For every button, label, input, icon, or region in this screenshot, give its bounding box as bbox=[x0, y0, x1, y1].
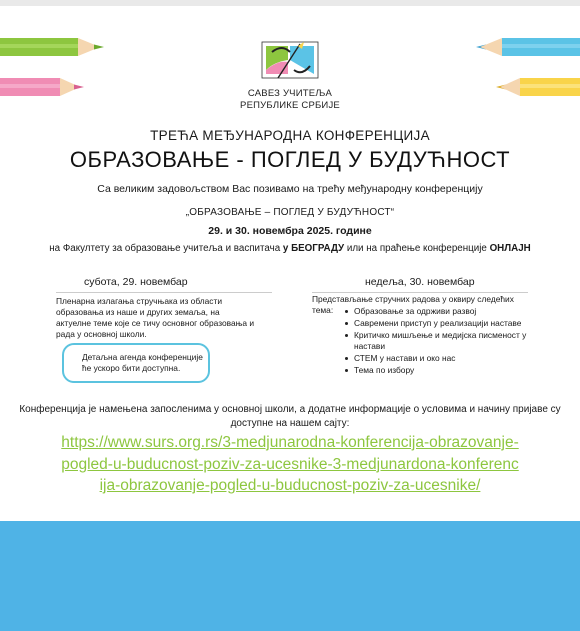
conference-subtitle: ТРЕЋА МЕЂУНАРОДНА КОНФЕРЕНЦИЈА bbox=[150, 128, 430, 143]
sunday-divider bbox=[312, 292, 528, 293]
list-item: Савремени приступ у реализацији наставе bbox=[345, 318, 545, 329]
venue-prefix: на Факултету за образовање учитеља и васпитача bbox=[49, 243, 283, 254]
footer-note: Конференција је намењена запосленима у основној школи, а додатне информације о условима и начину пријаве су доступне на нашем сајту: bbox=[19, 404, 561, 429]
venue-middle: или на праћење конференције bbox=[344, 243, 490, 254]
venue-city: у БЕОГРАДУ bbox=[282, 243, 345, 254]
blue-pencil-icon bbox=[468, 36, 580, 58]
list-item: Образовање за одрживи развој bbox=[345, 306, 545, 317]
list-item: Критичко мишљење и медијска писменост у настави bbox=[345, 330, 545, 352]
topic-list bbox=[345, 306, 545, 377]
conference-quoted-title: „ОБРАЗОВАЊЕ – ПОГЛЕД У БУДУЋНОСТ“ bbox=[185, 207, 395, 218]
top-strip bbox=[0, 0, 580, 6]
org-name-line-1: САВЕЗ УЧИТЕЉА bbox=[247, 88, 333, 99]
saturday-description: Пленарна излагања стручњака из области образовања из наше и других земаља, на актуелне теме које се тичу основног образовања и рада у основној школи. bbox=[56, 296, 255, 339]
union-logo-icon bbox=[260, 40, 320, 82]
conference-dates: 29. и 30. новембра 2025. године bbox=[208, 225, 372, 237]
green-pencil-icon bbox=[0, 36, 112, 58]
venue-online: ОНЛАЈН bbox=[489, 243, 531, 254]
org-name-line-2: РЕПУБЛИКЕ СРБИЈЕ bbox=[240, 100, 340, 111]
conference-title: ОБРАЗОВАЊЕ - ПОГЛЕД У БУДУЋНОСТ bbox=[69, 147, 511, 172]
list-item: Тема по избору bbox=[345, 365, 545, 376]
invitation-intro: Са великим задовољством Вас позивамо на трећу међународну конференцију bbox=[97, 183, 483, 195]
saturday-heading: субота, 29. новембар bbox=[84, 276, 188, 288]
conference-venue bbox=[0, 243, 580, 254]
saturday-divider bbox=[56, 292, 272, 293]
list-item: СТЕМ у настави и око нас bbox=[345, 353, 545, 364]
registration-link[interactable]: https://www.surs.org.rs/3-medjunarodna-konferencija-obrazovanje-pogled-u-buducnost-poziv-za-ucesnike-3-medjunardona-konferencija-obrazovanje-pogled-u-buducnost-poziv-za-ucesnike/ bbox=[61, 434, 519, 494]
sunday-intro: Представљање стручних радова у оквиру следећих тема: bbox=[312, 294, 514, 315]
bottom-decorative-band bbox=[0, 521, 580, 631]
sunday-heading: недеља, 30. новембар bbox=[365, 276, 475, 288]
agenda-notice-line-1: Детаљна агенда конференције bbox=[82, 352, 203, 362]
agenda-notice bbox=[62, 343, 210, 383]
agenda-notice-line-2: ће ускоро бити доступна. bbox=[82, 363, 181, 373]
